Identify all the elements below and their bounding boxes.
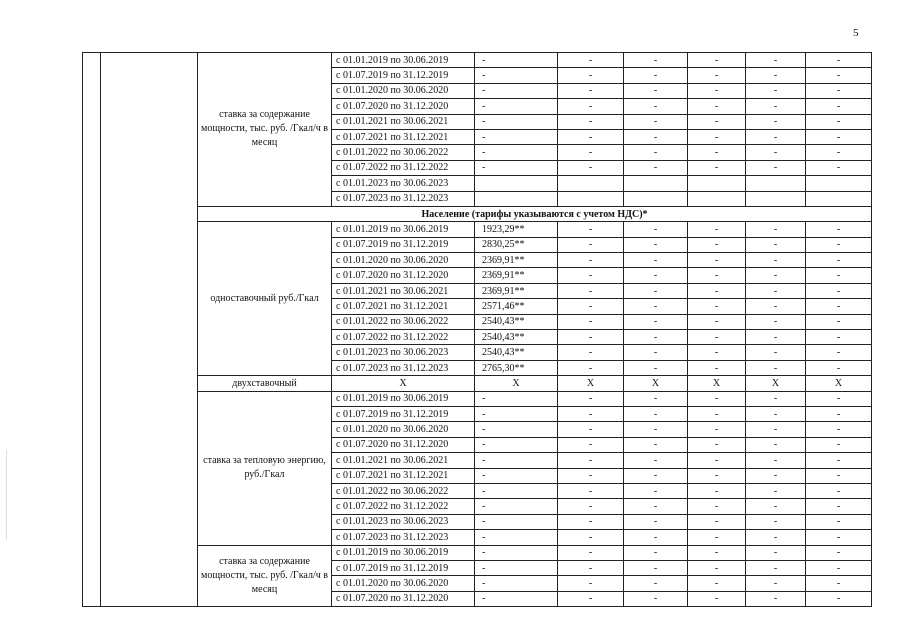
period-cell: с 01.07.2019 по 31.12.2019 xyxy=(332,237,475,252)
value-cell: - xyxy=(624,345,688,360)
value-cell: 2830,25** xyxy=(475,237,558,252)
value-cell: - xyxy=(475,545,558,560)
value-cell: - xyxy=(558,514,624,529)
left-merged-cell-1 xyxy=(83,53,101,607)
value-cell: - xyxy=(624,99,688,114)
value-cell: - xyxy=(475,68,558,83)
value-cell: - xyxy=(475,160,558,175)
period-cell: с 01.01.2023 по 30.06.2023 xyxy=(332,176,475,191)
cross-mark-cell: X xyxy=(624,376,688,391)
value-cell: - xyxy=(746,237,806,252)
value-cell: 2540,43** xyxy=(475,330,558,345)
left-merged-cell-2 xyxy=(101,53,198,607)
value-cell: - xyxy=(558,468,624,483)
value-cell: - xyxy=(475,114,558,129)
value-cell: - xyxy=(558,576,624,591)
value-cell: - xyxy=(558,483,624,498)
value-cell: - xyxy=(688,591,746,606)
value-cell: - xyxy=(806,314,872,329)
value-cell xyxy=(624,191,688,206)
value-cell: - xyxy=(688,53,746,68)
value-cell: - xyxy=(746,576,806,591)
value-cell xyxy=(558,176,624,191)
value-cell: - xyxy=(558,560,624,575)
value-cell: - xyxy=(806,514,872,529)
value-cell: - xyxy=(746,160,806,175)
value-cell: 1923,29** xyxy=(475,222,558,237)
value-cell: - xyxy=(806,345,872,360)
value-cell: - xyxy=(475,406,558,421)
period-cell: с 01.01.2021 по 30.06.2021 xyxy=(332,283,475,298)
value-cell: - xyxy=(806,299,872,314)
value-cell: - xyxy=(746,314,806,329)
value-cell xyxy=(624,176,688,191)
value-cell: - xyxy=(688,560,746,575)
value-cell: - xyxy=(806,360,872,375)
value-cell: - xyxy=(688,530,746,545)
value-cell: - xyxy=(688,314,746,329)
value-cell: - xyxy=(475,560,558,575)
value-cell: - xyxy=(624,330,688,345)
value-cell: 2369,91** xyxy=(475,253,558,268)
period-cell: с 01.07.2019 по 31.12.2019 xyxy=(332,406,475,421)
value-cell: - xyxy=(806,576,872,591)
cross-mark-cell: X xyxy=(475,376,558,391)
value-cell: - xyxy=(806,330,872,345)
value-cell: - xyxy=(558,330,624,345)
value-cell: - xyxy=(475,576,558,591)
period-cell: с 01.01.2023 по 30.06.2023 xyxy=(332,514,475,529)
value-cell: - xyxy=(746,483,806,498)
value-cell: - xyxy=(746,437,806,452)
value-cell: - xyxy=(746,468,806,483)
value-cell: - xyxy=(475,99,558,114)
period-cell: с 01.01.2022 по 30.06.2022 xyxy=(332,483,475,498)
value-cell: - xyxy=(806,499,872,514)
period-cell: с 01.01.2019 по 30.06.2019 xyxy=(332,53,475,68)
value-cell: - xyxy=(806,114,872,129)
value-cell: - xyxy=(624,268,688,283)
value-cell: - xyxy=(746,68,806,83)
value-cell: - xyxy=(475,514,558,529)
value-cell: - xyxy=(624,530,688,545)
value-cell: - xyxy=(806,160,872,175)
tariff-table xyxy=(82,52,872,607)
value-cell: - xyxy=(624,514,688,529)
value-cell: - xyxy=(475,483,558,498)
value-cell: - xyxy=(806,453,872,468)
value-cell: - xyxy=(558,299,624,314)
value-cell: - xyxy=(558,237,624,252)
value-cell: - xyxy=(746,422,806,437)
value-cell: - xyxy=(746,114,806,129)
value-cell: - xyxy=(746,268,806,283)
value-cell: - xyxy=(746,591,806,606)
value-cell: - xyxy=(624,437,688,452)
value-cell: - xyxy=(558,591,624,606)
value-cell: - xyxy=(558,360,624,375)
period-cell: с 01.01.2020 по 30.06.2020 xyxy=(332,422,475,437)
period-cell: с 01.07.2021 по 31.12.2021 xyxy=(332,129,475,144)
value-cell: - xyxy=(688,299,746,314)
value-cell: - xyxy=(688,68,746,83)
value-cell xyxy=(746,191,806,206)
value-cell: - xyxy=(746,53,806,68)
value-cell: - xyxy=(688,145,746,160)
cross-mark-cell: X xyxy=(746,376,806,391)
value-cell: - xyxy=(475,145,558,160)
value-cell: - xyxy=(688,222,746,237)
value-cell: - xyxy=(806,468,872,483)
value-cell: - xyxy=(688,360,746,375)
value-cell: - xyxy=(624,545,688,560)
value-cell: - xyxy=(558,499,624,514)
period-cell: с 01.07.2022 по 31.12.2022 xyxy=(332,330,475,345)
value-cell: - xyxy=(475,391,558,406)
value-cell: - xyxy=(475,53,558,68)
period-cell: с 01.07.2023 по 31.12.2023 xyxy=(332,191,475,206)
value-cell: - xyxy=(688,129,746,144)
value-cell: - xyxy=(806,283,872,298)
value-cell: - xyxy=(688,83,746,98)
table-row xyxy=(83,222,872,237)
value-cell: - xyxy=(806,437,872,452)
period-cell: с 01.01.2020 по 30.06.2020 xyxy=(332,83,475,98)
period-cell: с 01.07.2020 по 31.12.2020 xyxy=(332,437,475,452)
value-cell: - xyxy=(688,99,746,114)
value-cell: - xyxy=(746,345,806,360)
value-cell: - xyxy=(688,391,746,406)
period-cell: с 01.07.2020 по 31.12.2020 xyxy=(332,99,475,114)
period-cell: с 01.07.2021 по 31.12.2021 xyxy=(332,468,475,483)
value-cell: - xyxy=(558,406,624,421)
two-part-label: двухставочный xyxy=(198,376,332,391)
value-cell: - xyxy=(558,545,624,560)
table-row xyxy=(83,53,872,68)
value-cell: - xyxy=(624,391,688,406)
value-cell: - xyxy=(746,360,806,375)
value-cell: 2369,91** xyxy=(475,283,558,298)
value-cell: - xyxy=(475,422,558,437)
value-cell: - xyxy=(475,530,558,545)
value-cell: - xyxy=(558,129,624,144)
value-cell: - xyxy=(624,283,688,298)
period-cell: с 01.07.2022 по 31.12.2022 xyxy=(332,160,475,175)
value-cell: - xyxy=(746,391,806,406)
value-cell: - xyxy=(475,437,558,452)
value-cell xyxy=(475,176,558,191)
section-row xyxy=(83,206,872,221)
value-cell: - xyxy=(806,83,872,98)
value-cell: - xyxy=(624,68,688,83)
value-cell: - xyxy=(475,83,558,98)
value-cell: - xyxy=(688,237,746,252)
value-cell: - xyxy=(558,145,624,160)
scan-edge-mark xyxy=(6,450,7,540)
value-cell: 2369,91** xyxy=(475,268,558,283)
value-cell: - xyxy=(558,160,624,175)
value-cell: - xyxy=(746,330,806,345)
value-cell xyxy=(688,176,746,191)
value-cell: - xyxy=(475,499,558,514)
value-cell: - xyxy=(558,283,624,298)
value-cell: - xyxy=(746,253,806,268)
cross-mark-cell: X xyxy=(332,376,475,391)
value-cell: - xyxy=(806,391,872,406)
period-cell: с 01.01.2019 по 30.06.2019 xyxy=(332,391,475,406)
period-cell: с 01.07.2020 по 31.12.2020 xyxy=(332,591,475,606)
period-cell: с 01.07.2022 по 31.12.2022 xyxy=(332,499,475,514)
value-cell: - xyxy=(806,253,872,268)
cross-mark-cell: X xyxy=(806,376,872,391)
value-cell: - xyxy=(688,453,746,468)
value-cell: - xyxy=(688,114,746,129)
value-cell: - xyxy=(558,268,624,283)
value-cell xyxy=(746,176,806,191)
value-cell: - xyxy=(624,560,688,575)
period-cell: с 01.07.2019 по 31.12.2019 xyxy=(332,560,475,575)
value-cell: - xyxy=(624,468,688,483)
value-cell: - xyxy=(688,160,746,175)
value-cell: - xyxy=(558,345,624,360)
value-cell: - xyxy=(624,499,688,514)
value-cell: - xyxy=(558,68,624,83)
table-row xyxy=(83,545,872,560)
value-cell: - xyxy=(688,422,746,437)
value-cell: - xyxy=(624,237,688,252)
table-row xyxy=(83,391,872,406)
value-cell: - xyxy=(746,406,806,421)
value-cell: - xyxy=(475,453,558,468)
period-cell: с 01.01.2021 по 30.06.2021 xyxy=(332,114,475,129)
value-cell: - xyxy=(688,406,746,421)
value-cell: - xyxy=(558,453,624,468)
value-cell: - xyxy=(558,83,624,98)
value-cell: - xyxy=(624,453,688,468)
section-title: Население (тарифы указываются с учетом НДС)* xyxy=(198,206,872,221)
value-cell: - xyxy=(558,437,624,452)
value-cell: 2540,43** xyxy=(475,345,558,360)
value-cell: - xyxy=(806,237,872,252)
period-cell: с 01.07.2019 по 31.12.2019 xyxy=(332,68,475,83)
value-cell: - xyxy=(558,53,624,68)
value-cell: - xyxy=(746,560,806,575)
value-cell: - xyxy=(806,145,872,160)
table-body xyxy=(83,53,872,607)
value-cell: - xyxy=(746,145,806,160)
value-cell: - xyxy=(624,53,688,68)
value-cell: - xyxy=(746,453,806,468)
value-cell: 2540,43** xyxy=(475,314,558,329)
value-cell: - xyxy=(558,314,624,329)
value-cell: - xyxy=(688,545,746,560)
value-cell xyxy=(806,191,872,206)
value-cell: - xyxy=(806,222,872,237)
period-cell: с 01.01.2022 по 30.06.2022 xyxy=(332,145,475,160)
period-cell: с 01.07.2023 по 31.12.2023 xyxy=(332,530,475,545)
value-cell: - xyxy=(688,268,746,283)
value-cell: - xyxy=(624,483,688,498)
value-cell: - xyxy=(688,514,746,529)
rate-name-cell: ставка за содержание мощности, тыс. руб. /Гкал/ч в месяц xyxy=(198,545,332,607)
rate-name-cell: ставка за содержание мощности, тыс. руб. /Гкал/ч в месяц xyxy=(198,53,332,207)
period-cell: с 01.01.2022 по 30.06.2022 xyxy=(332,314,475,329)
value-cell: - xyxy=(688,499,746,514)
value-cell: - xyxy=(688,253,746,268)
value-cell: - xyxy=(806,530,872,545)
value-cell: - xyxy=(746,530,806,545)
value-cell: - xyxy=(558,99,624,114)
value-cell: - xyxy=(746,545,806,560)
value-cell: - xyxy=(624,114,688,129)
value-cell: - xyxy=(558,114,624,129)
value-cell: - xyxy=(624,406,688,421)
value-cell: - xyxy=(475,591,558,606)
value-cell: - xyxy=(746,499,806,514)
value-cell: - xyxy=(624,422,688,437)
value-cell: - xyxy=(624,253,688,268)
value-cell xyxy=(558,191,624,206)
value-cell: - xyxy=(746,283,806,298)
value-cell: - xyxy=(624,160,688,175)
value-cell: - xyxy=(624,591,688,606)
rate-name-cell: одноставочный руб./Гкал xyxy=(198,222,332,376)
value-cell: - xyxy=(624,83,688,98)
value-cell: - xyxy=(806,560,872,575)
value-cell: - xyxy=(624,314,688,329)
value-cell: - xyxy=(624,576,688,591)
value-cell: - xyxy=(746,83,806,98)
value-cell: - xyxy=(688,483,746,498)
value-cell: - xyxy=(558,222,624,237)
value-cell: - xyxy=(806,129,872,144)
two-part-row xyxy=(83,376,872,391)
value-cell: - xyxy=(806,483,872,498)
cross-mark-cell: X xyxy=(558,376,624,391)
value-cell: - xyxy=(475,129,558,144)
value-cell: - xyxy=(746,129,806,144)
value-cell: - xyxy=(806,68,872,83)
value-cell: - xyxy=(806,545,872,560)
value-cell: - xyxy=(475,468,558,483)
period-cell: с 01.01.2019 по 30.06.2019 xyxy=(332,545,475,560)
value-cell: - xyxy=(746,299,806,314)
value-cell: - xyxy=(806,268,872,283)
value-cell: - xyxy=(746,514,806,529)
period-cell: с 01.07.2020 по 31.12.2020 xyxy=(332,268,475,283)
value-cell: - xyxy=(558,530,624,545)
value-cell: 2571,46** xyxy=(475,299,558,314)
value-cell: - xyxy=(558,391,624,406)
value-cell: - xyxy=(688,468,746,483)
value-cell: - xyxy=(688,437,746,452)
value-cell: - xyxy=(624,222,688,237)
value-cell: - xyxy=(806,591,872,606)
rate-name-cell: ставка за тепловую энергию, руб./Гкал xyxy=(198,391,332,545)
value-cell: - xyxy=(624,299,688,314)
value-cell: - xyxy=(806,422,872,437)
value-cell: 2765,30** xyxy=(475,360,558,375)
period-cell: с 01.07.2023 по 31.12.2023 xyxy=(332,360,475,375)
cross-mark-cell: X xyxy=(688,376,746,391)
value-cell xyxy=(475,191,558,206)
value-cell: - xyxy=(746,222,806,237)
period-cell: с 01.07.2021 по 31.12.2021 xyxy=(332,299,475,314)
value-cell: - xyxy=(624,360,688,375)
value-cell: - xyxy=(688,330,746,345)
value-cell: - xyxy=(806,99,872,114)
period-cell: с 01.01.2023 по 30.06.2023 xyxy=(332,345,475,360)
value-cell: - xyxy=(624,129,688,144)
value-cell xyxy=(688,191,746,206)
value-cell: - xyxy=(746,99,806,114)
value-cell: - xyxy=(558,253,624,268)
value-cell: - xyxy=(688,283,746,298)
period-cell: с 01.01.2020 по 30.06.2020 xyxy=(332,253,475,268)
value-cell: - xyxy=(624,145,688,160)
value-cell: - xyxy=(688,345,746,360)
value-cell: - xyxy=(558,422,624,437)
period-cell: с 01.01.2019 по 30.06.2019 xyxy=(332,222,475,237)
value-cell: - xyxy=(806,406,872,421)
period-cell: с 01.01.2020 по 30.06.2020 xyxy=(332,576,475,591)
period-cell: с 01.01.2021 по 30.06.2021 xyxy=(332,453,475,468)
value-cell: - xyxy=(688,576,746,591)
page-number: 5 xyxy=(853,27,859,39)
value-cell xyxy=(806,176,872,191)
value-cell: - xyxy=(806,53,872,68)
